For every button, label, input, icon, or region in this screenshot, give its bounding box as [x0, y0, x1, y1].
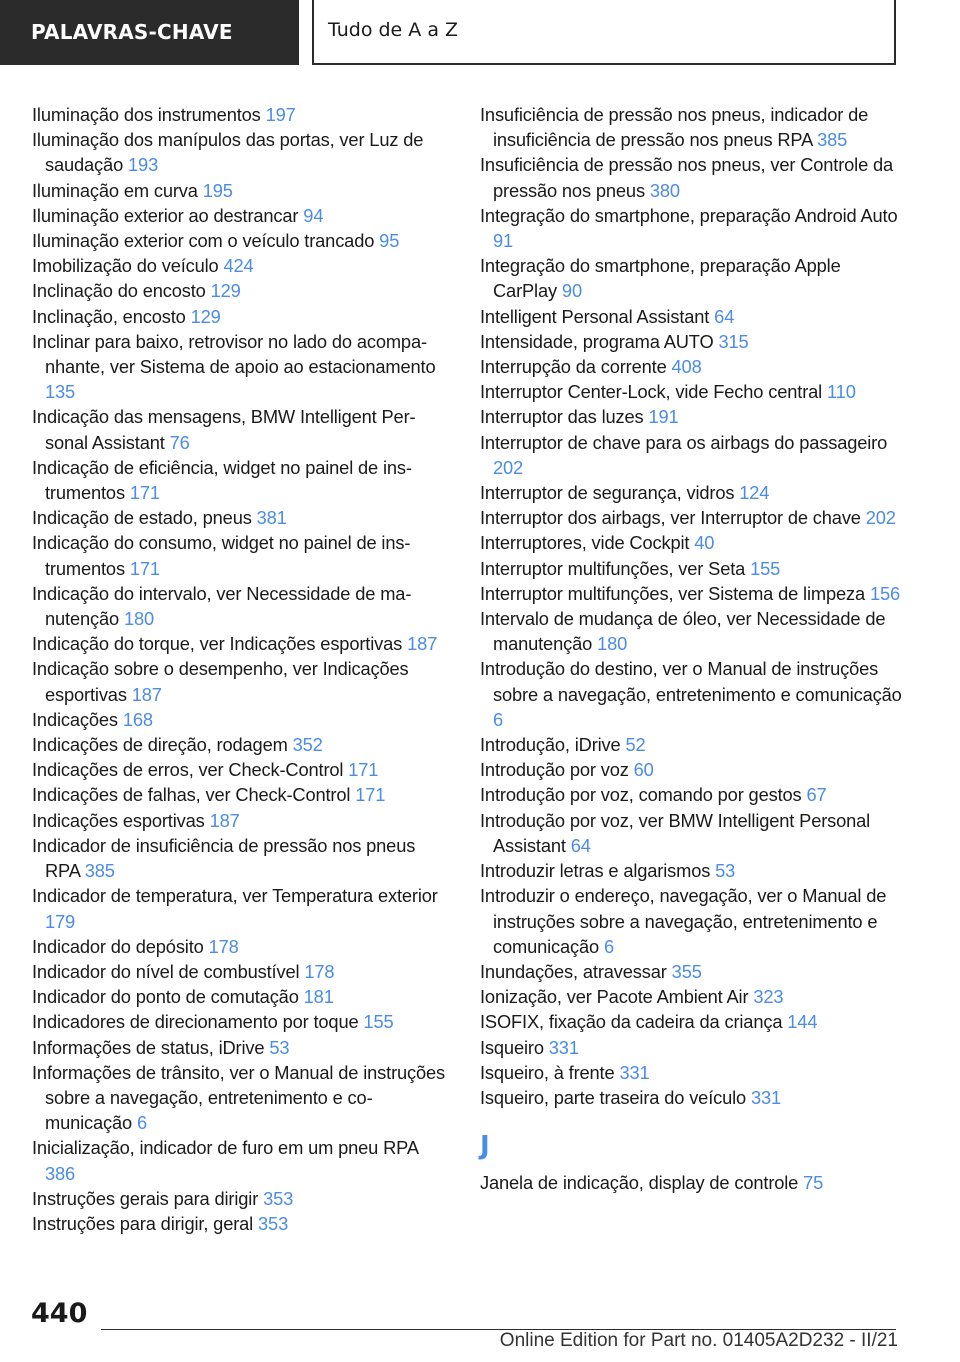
index-entry-page-link[interactable]: 95: [379, 230, 400, 252]
index-entry-term: Indicador do ponto de comutação: [32, 986, 299, 1008]
index-entry-page-link[interactable]: 202: [493, 456, 524, 478]
index-entry-term: Indicação do consumo, widget no painel de instrumentos: [32, 532, 411, 579]
index-entry-term: Intelligent Personal Assistant: [480, 305, 710, 327]
index-entry: [480, 505, 905, 530]
index-entry: [32, 959, 452, 984]
index-entry-term: Inclinação, encosto: [32, 305, 186, 327]
index-entry: [480, 530, 905, 555]
index-entry: [32, 178, 452, 203]
index-entry-term: Introdução por voz, ver BMW Intelligent Personal Assistant: [480, 809, 871, 856]
index-entry-term: Introduzir letras e algarismos: [480, 860, 711, 882]
index-entry-page-link[interactable]: 385: [817, 129, 848, 151]
index-entry-page-link[interactable]: 76: [169, 431, 190, 453]
page-number: 440: [31, 1298, 88, 1329]
index-letter-heading: J: [480, 1131, 490, 1162]
index-entry-page-link[interactable]: 155: [363, 1011, 394, 1033]
footer-edition-text: Online Edition for Part no. 01405A2D232 - II/21: [499, 1330, 898, 1351]
index-entry: [480, 858, 905, 883]
index-entry-term: Iluminação dos instrumentos: [32, 104, 261, 125]
index-entry-page-link[interactable]: 60: [633, 759, 654, 781]
index-entry-term: Introdução, iDrive: [480, 734, 621, 756]
index-entry: [480, 379, 905, 404]
index-entry: [32, 1211, 452, 1236]
index-entry: [32, 833, 452, 883]
index-entry-term: Intervalo de mudança de óleo, ver Necessidade de manutenção: [480, 608, 886, 655]
index-entry-page-link[interactable]: 197: [265, 104, 296, 125]
index-entry: [32, 505, 452, 530]
index-entry-term: Indicador de temperatura, ver Temperatura exterior: [32, 885, 438, 907]
index-entry-term: Indicações: [32, 708, 118, 730]
index-entry-page-link[interactable]: 386: [45, 1162, 76, 1184]
index-entry-page-link[interactable]: 191: [648, 406, 679, 428]
index-entry: [32, 707, 452, 732]
index-entry-page-link[interactable]: 381: [256, 507, 287, 529]
index-entry-term: Introdução por voz, comando por gestos: [480, 784, 802, 806]
index-entry-term: Instruções para dirigir, geral: [32, 1212, 254, 1234]
index-entry-term: Iluminação exterior com o veículo trancado: [32, 230, 375, 252]
index-entry: [480, 404, 905, 429]
index-entry-page-link[interactable]: 64: [570, 834, 591, 856]
index-entry: [480, 757, 905, 782]
index-entry: [480, 1085, 905, 1110]
index-entry-page-link[interactable]: 315: [718, 330, 749, 352]
index-entry-page-link[interactable]: 352: [292, 734, 323, 756]
index-entry-term: Imobilização do veículo: [32, 255, 219, 277]
index-entry-page-link[interactable]: 156: [869, 582, 900, 604]
index-entry: [480, 1060, 905, 1085]
index-entry-page-link[interactable]: 353: [258, 1212, 289, 1234]
index-entry-page-link[interactable]: 187: [131, 683, 162, 705]
index-entry-term: Indicação de estado, pneus: [32, 507, 252, 529]
index-entry-term: Interrupção da corrente: [480, 356, 667, 378]
index-entry-page-link[interactable]: 380: [649, 179, 680, 201]
index-entry-page-link[interactable]: 180: [597, 633, 628, 655]
index-entry-page-link[interactable]: 408: [671, 356, 702, 378]
index-entry-term: Intensidade, programa AUTO: [480, 330, 714, 352]
index-entry: [32, 757, 452, 782]
index-entry: [32, 278, 452, 303]
index-entry-term: Indicações esportivas: [32, 809, 205, 831]
index-entry: [480, 253, 905, 303]
index-entry-page-link[interactable]: 64: [714, 305, 735, 327]
index-entry: [480, 606, 905, 656]
index-entry: [480, 883, 905, 959]
index-entry: [32, 329, 452, 405]
index-entry-page-link[interactable]: 75: [803, 1172, 824, 1194]
section-tab: PALAVRAS-CHAVE: [0, 0, 299, 65]
index-entry-page-link[interactable]: 168: [122, 708, 153, 730]
index-entry-term: Interruptor multifunções, ver Seta: [480, 557, 746, 579]
index-entry-term: Isqueiro: [480, 1036, 544, 1058]
index-entry-page-link[interactable]: 180: [123, 608, 155, 630]
index-entry-page-link[interactable]: 331: [548, 1036, 579, 1058]
index-entry: [32, 102, 452, 127]
index-entry-page-link[interactable]: 6: [137, 1112, 148, 1134]
index-entry: [480, 304, 905, 329]
index-entry-term: Indicações de erros, ver Check-Control: [32, 759, 344, 781]
index-entry: [32, 581, 452, 631]
index-entry-page-link[interactable]: 202: [865, 507, 896, 529]
index-entry-page-link[interactable]: 331: [751, 1086, 782, 1108]
index-entry-term: Indicações de direção, rodagem: [32, 734, 288, 756]
index-entry-term: Interruptor de chave para os airbags do passageiro: [480, 431, 888, 453]
index-entry: [32, 782, 452, 807]
index-entry: [480, 354, 905, 379]
index-entry: [32, 404, 452, 454]
index-entry-page-link[interactable]: 91: [493, 230, 514, 252]
index-entry-page-link[interactable]: 195: [202, 179, 233, 201]
index-entry: [480, 556, 905, 581]
index-entry-page-link[interactable]: 331: [619, 1061, 650, 1083]
index-entry-page-link[interactable]: 171: [355, 784, 386, 806]
index-entry-page-link[interactable]: 355: [671, 960, 702, 982]
index-entry: [32, 984, 452, 1009]
index-entry-page-link[interactable]: 171: [129, 482, 160, 504]
index-entry-term: Informações de trânsito, ver o Manual de instruções sobre a navegação, entretenimento e comunicação: [32, 1061, 446, 1134]
index-entry: [480, 959, 905, 984]
index-entry-page-link[interactable]: 144: [787, 1011, 818, 1033]
index-entry-term: Inicialização, indicador de furo em um pneu RPA: [32, 1137, 418, 1159]
index-entry-term: Indicação do intervalo, ver Necessidade de manutenção: [32, 582, 412, 630]
index-entry-term: Insuficiência de pressão nos pneus, indicador de insuficiência de pressão nos pneus RPA: [480, 104, 869, 151]
index-entry: [480, 1035, 905, 1060]
index-entry: [32, 203, 452, 228]
index-entry: [480, 808, 905, 858]
index-entry-page-link[interactable]: 40: [694, 532, 715, 554]
index-entry-term: Indicador do depósito: [32, 935, 204, 957]
index-entry: [480, 430, 905, 480]
index-entry-term: Insuficiência de pressão nos pneus, ver Controle da pressão nos pneus: [480, 154, 894, 201]
index-entry-term: Iluminação dos manípulos das portas, ver Luz de saudação: [32, 129, 424, 176]
index-entry-page-link[interactable]: 424: [223, 255, 254, 277]
index-column-left: [32, 102, 452, 1236]
index-entry-page-link[interactable]: 52: [625, 734, 646, 756]
index-entry-page-link[interactable]: 6: [493, 708, 504, 730]
index-entry-page-link[interactable]: 181: [303, 986, 334, 1008]
index-entry-term: Ionização, ver Pacote Ambient Air: [480, 986, 749, 1008]
index-column-right: [480, 102, 905, 1195]
index-entry-page-link[interactable]: 155: [750, 557, 781, 579]
index-entry-term: Inclinação do encosto: [32, 280, 206, 302]
index-entry: [480, 203, 905, 253]
index-entry-term: Isqueiro, à frente: [480, 1061, 615, 1083]
index-entry: [32, 1186, 452, 1211]
index-entry-page-link[interactable]: 187: [407, 633, 438, 655]
index-entry-page-link[interactable]: 323: [753, 986, 784, 1008]
index-entry-page-link[interactable]: 179: [45, 910, 76, 932]
index-entry-term: Indicações de falhas, ver Check-Control: [32, 784, 351, 806]
index-entry-term: Indicador do nível de combustível: [32, 960, 300, 982]
index-entry: [480, 102, 905, 152]
index-entry-page-link[interactable]: 90: [561, 280, 582, 302]
index-entry-term: Inundações, atravessar: [480, 960, 667, 982]
index-entry: [32, 732, 452, 757]
index-entry-term: Integração do smartphone, preparação Android Auto: [480, 204, 898, 226]
index-entry-term: Indicação das mensagens, BMW Intelligent Personal Assistant: [32, 406, 416, 453]
index-entry-page-link[interactable]: 178: [208, 935, 239, 957]
index-entry-page-link[interactable]: 178: [304, 960, 335, 982]
index-entry-page-link[interactable]: 187: [209, 809, 240, 831]
index-entry: [32, 253, 452, 278]
index-entry-page-link[interactable]: 353: [263, 1187, 294, 1209]
index-entry: [32, 455, 452, 505]
index-entry-term: Iluminação em curva: [32, 179, 198, 201]
index-entry-page-link[interactable]: 53: [715, 860, 736, 882]
index-entry-page-link[interactable]: 193: [128, 154, 159, 176]
index-entry-term: Interruptor das luzes: [480, 406, 644, 428]
index-entry: [480, 480, 905, 505]
index-entry-term: Janela de indicação, display de controle: [480, 1172, 799, 1194]
index-entry: [32, 1009, 452, 1034]
index-entry-page-link[interactable]: 129: [190, 305, 221, 327]
index-entry-term: Indicação de eficiência, widget no painel de instrumentos: [32, 456, 413, 504]
index-entry-term: Interruptor dos airbags, ver Interruptor de chave: [480, 507, 861, 529]
index-entry: [480, 152, 905, 202]
index-entry: [32, 127, 452, 177]
index-entry: [32, 530, 452, 580]
index-entry: [480, 984, 905, 1009]
index-entry-page-link[interactable]: 135: [45, 381, 76, 403]
index-entry-page-link[interactable]: 94: [303, 204, 324, 226]
index-entry: [32, 883, 452, 933]
index-entry-term: Indicador de insuficiência de pressão nos pneus RPA: [32, 834, 416, 882]
index-entry: [32, 934, 452, 959]
index-entry: [32, 808, 452, 833]
page-header-title: Tudo de A a Z: [312, 0, 896, 65]
index-entry: [32, 1060, 452, 1136]
index-entry-term: Interruptor de segurança, vidros: [480, 482, 735, 504]
index-entry-term: Interruptores, vide Cockpit: [480, 532, 690, 554]
index-entry-page-link[interactable]: 129: [210, 280, 241, 302]
index-entry: [480, 782, 905, 807]
index-entry-term: Introdução do destino, ver o Manual de instruções sobre a navegação, entretenimento e comunicação: [480, 658, 902, 705]
index-entry-term: Inclinar para baixo, retrovisor no lado do acompanhante, ver Sistema de apoio ao estacionamento: [32, 330, 436, 378]
index-entry-page-link[interactable]: 110: [827, 381, 856, 403]
index-entry: [480, 1170, 905, 1195]
index-entry-term: Instruções gerais para dirigir: [32, 1187, 259, 1209]
index-entry: [32, 1135, 452, 1185]
index-entry: [32, 1035, 452, 1060]
index-entry-term: Indicadores de direcionamento por toque: [32, 1011, 359, 1033]
index-entry-term: Interruptor Center-Lock, vide Fecho central: [480, 381, 823, 403]
index-entry: [480, 732, 905, 757]
index-entry-term: Introduzir o endereço, navegação, ver o Manual de instruções sobre a navegação, entretenimento e comunicação: [480, 885, 887, 957]
index-entry-page-link[interactable]: 171: [348, 759, 379, 781]
index-entry: [480, 329, 905, 354]
index-entry-term: Indicação do torque, ver Indicações esportivas: [32, 633, 403, 655]
index-entry: [480, 1009, 905, 1034]
index-entry-page-link[interactable]: 53: [269, 1036, 290, 1058]
index-entry-term: Informações de status, iDrive: [32, 1036, 265, 1058]
index-entry-page-link[interactable]: 6: [604, 935, 615, 957]
index-entry-term: Integração do smartphone, preparação Apple CarPlay: [480, 255, 841, 302]
index-entry: [32, 656, 452, 706]
index-entry-page-link[interactable]: 124: [739, 482, 770, 504]
index-entry: [480, 656, 905, 732]
index-entry: [32, 631, 452, 656]
index-entry-term: Interruptor multifunções, ver Sistema de limpeza: [480, 582, 865, 604]
index-entry-term: Iluminação exterior ao destrancar: [32, 204, 299, 226]
index-entry-page-link[interactable]: 67: [806, 784, 827, 806]
index-entry-term: Isqueiro, parte traseira do veículo: [480, 1086, 747, 1108]
index-entry: [32, 304, 452, 329]
index-entry-term: Indicação sobre o desempenho, ver Indicações esportivas: [32, 658, 409, 705]
index-entry-term: ISOFIX, fixação da cadeira da criança: [480, 1011, 783, 1033]
index-entry-page-link[interactable]: 171: [129, 557, 160, 579]
index-entry-term: Introdução por voz: [480, 759, 629, 781]
index-entry: [32, 228, 452, 253]
index-entry-page-link[interactable]: 385: [84, 860, 115, 882]
index-entry: [480, 581, 905, 606]
